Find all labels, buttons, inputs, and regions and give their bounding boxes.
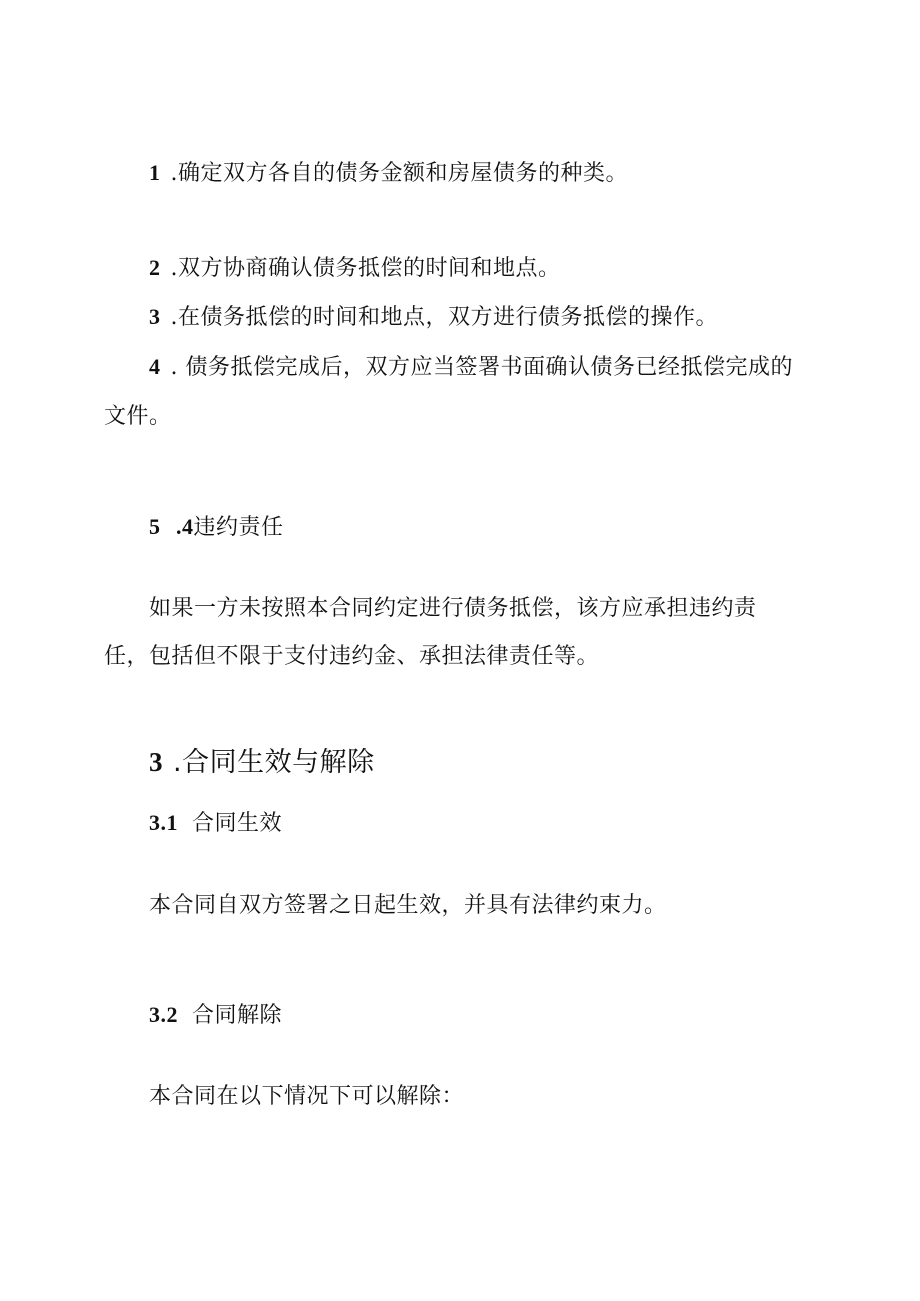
- step-text: . 债务抵偿完成后，双方应当签署书面确认债务已经抵偿完成的: [170, 355, 793, 380]
- heading-subnumber: .4: [176, 514, 194, 539]
- list-item-step-3: [149, 302, 718, 333]
- paragraph-line: 本合同在以下情况下可以解除：: [149, 1084, 465, 1109]
- heading-title: 合同解除: [192, 1003, 283, 1028]
- section-heading-5-4: [149, 512, 284, 543]
- section-heading-3: [149, 744, 375, 781]
- step-number: 2: [149, 255, 161, 280]
- subsection-heading-3-1: [149, 808, 282, 839]
- list-item-step-1: [149, 158, 628, 189]
- step-number: 3: [149, 304, 161, 329]
- heading-number: 3: [149, 747, 163, 777]
- list-item-step-4: [149, 352, 793, 383]
- heading-title: .合同生效与解除: [173, 747, 375, 778]
- heading-title: 合同生效: [192, 811, 283, 836]
- step-text: .确定双方各自的债务金额和房屋债务的种类。: [170, 161, 628, 186]
- paragraph-line: 任，包括但不限于支付违约金、承担法律责任等。: [104, 644, 600, 669]
- paragraph-line: 本合同自双方签署之日起生效，并具有法律约束力。: [149, 893, 667, 918]
- heading-number: 3.2: [149, 1002, 178, 1027]
- paragraph-line: 如果一方未按照本合同约定进行债务抵偿，该方应承担违约责: [149, 596, 757, 621]
- heading-title: 违约责任: [193, 515, 284, 540]
- step-4-continuation: 文件。: [104, 404, 172, 429]
- subsection-heading-3-2: [149, 1000, 282, 1031]
- heading-number: 5: [149, 514, 161, 539]
- step-text: .在债务抵偿的时间和地点，双方进行债务抵偿的操作。: [170, 305, 718, 330]
- step-number: 1: [149, 160, 161, 185]
- heading-number: 3.1: [149, 810, 178, 835]
- list-item-step-2: [149, 253, 561, 284]
- step-number: 4: [149, 354, 161, 379]
- step-text: .双方协商确认债务抵偿的时间和地点。: [170, 256, 561, 281]
